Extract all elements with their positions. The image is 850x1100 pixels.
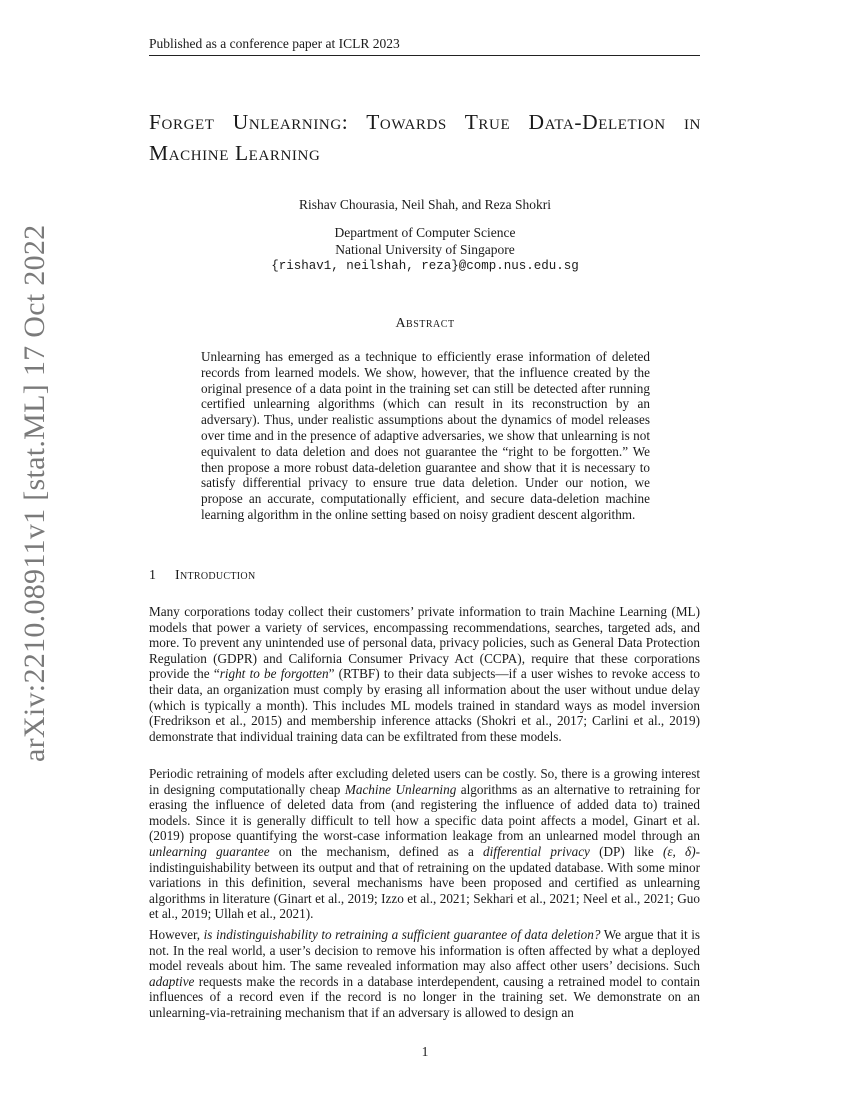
- department: Department of Computer Science: [334, 225, 516, 240]
- emphasis: adaptive: [149, 973, 195, 989]
- paper-title: Forget Unlearning: Towards True Data-Deletion in Machine Learning: [149, 110, 701, 165]
- arxiv-stamp: arXiv:2210.08911v1 [stat.ML] 17 Oct 2022: [18, 224, 51, 762]
- university: National University of Singapore: [335, 242, 515, 257]
- section-title: Introduction: [175, 568, 256, 583]
- running-head: Published as a conference paper at ICLR 2023: [149, 36, 700, 56]
- page-number: 1: [421, 1044, 429, 1059]
- author-list: Rishav Chourasia, Neil Shah, and Reza Shokri: [299, 197, 551, 212]
- emphasis: differential privacy: [483, 843, 590, 859]
- emphasis: is indistinguishability to retraining a sufficient guarantee of data deletion?: [203, 927, 601, 942]
- author-emails: {rishav1, neilshah, reza}@comp.nus.edu.sg: [271, 259, 579, 273]
- intro-paragraph-3: However, is indistinguishability to retraining a sufficient guarantee of data deletion? We argue that it is not. In the real world, a user’s decision to remove his information is often affected by what a deployed model reveals about him. The same revealed information may also affect other users’ decisions. Such adaptive requests make the records in a database interdependent, causing a retrained model to contain influences of a record even if the record is no longer in the training set. We demonstrate on an unlearning-via-retraining mechanism that if an adversary is allowed to design an: [149, 927, 701, 1020]
- section-heading: [149, 568, 255, 584]
- affiliation: [0, 224, 850, 275]
- intro-paragraph-2: Periodic retraining of models after excluding deleted users can be costly. So, there is a growing interest in designing computationally cheap Machine Unlearning algorithms as an alternative to retraining for erasing the influence of deleted data from (and registering the influence of added data to) trained models. Since it is generally difficult to tell how a specific data point affects a model, Ginart et al. (2019) propose quantifying the worst-case information leakage from an unlearned model through an unlearning guarantee on the mechanism, defined as a differential privacy (DP) like (ε, δ)-indistinguishability between its output and that of retraining on the updated database. With some minor variations in this definition, several mechanisms have been proposed and certified as unlearning algorithms in literature (Ginart et al., 2019; Izzo et al., 2021; Sekhari et al., 2021; Neel et al., 2021; Guo et al., 2019; Ullah et al., 2021).: [149, 766, 700, 922]
- math-expression: (ε, δ): [662, 843, 696, 859]
- intro-paragraph-1: Many corporations today collect their customers’ private information to train Machine Learning (ML) models that power a variety of services, encompassing recommendations, searches, targeted ads, and more. To prevent any unintended use of personal data, privacy policies, such as General Data Protection Regulation (GDPR) and California Consumer Privacy Act (CCPA), require that these corporations provide the “right to be forgotten” (RTBF) to their data subjects—if a user wishes to revoke access to their data, an organization must comply by erasing all information about the user without undue delay (which is typically a month). This includes ML models trained in standard ways as model inversion (Fredrikson et al., 2015) and membership inference attacks (Shokri et al., 2017; Carlini et al., 2019) demonstrate that individual training data can be exfiltrated from these models.: [149, 604, 700, 744]
- abstract-body: Unlearning has emerged as a technique to efficiently erase information of deleted records from learned models. We show, however, that the influence created by the original presence of a data point in the training set can still be detected after running certified unlearning algorithms (which can result in its reconstruction by an adversary). Thus, under realistic assumptions about the dynamics of model releases over time and in the presence of adaptive adversaries, we show that unlearning is not equivalent to data deletion and does not guarantee the “right to be forgotten.” We then propose a more robust data-deletion guarantee and show that it is necessary to satisfy differential privacy to ensure true data deletion. Under our notion, we propose an accurate, computationally efficient, and secure data-deletion machine learning algorithm in the online setting based on noisy gradient descent algorithm.: [201, 349, 650, 522]
- emphasis: right to be forgotten: [219, 666, 329, 682]
- abstract-heading: Abstract: [395, 316, 455, 331]
- emphasis: Machine Unlearning: [344, 781, 457, 797]
- section-number: 1: [149, 568, 156, 583]
- emphasis: unlearning guarantee: [149, 843, 270, 859]
